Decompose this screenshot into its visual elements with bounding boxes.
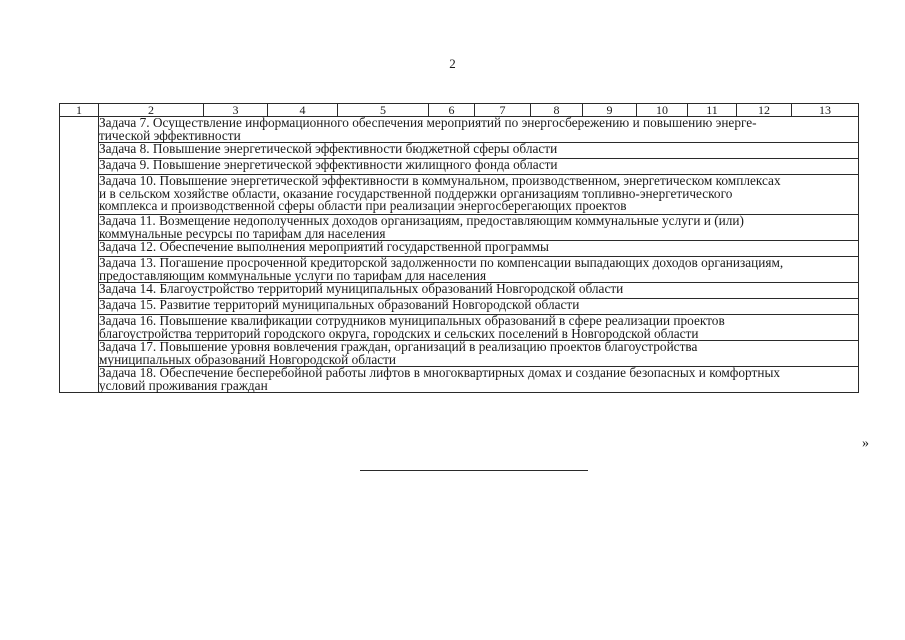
column-header: 2 xyxy=(99,104,204,117)
column-header: 9 xyxy=(583,104,637,117)
task-cell: Задача 8. Повышение энергетической эффективности бюджетной сферы области xyxy=(99,143,859,159)
table-row xyxy=(60,315,859,341)
column-header: 6 xyxy=(429,104,475,117)
task-cell: Задача 7. Осуществление информационного обеспечения мероприятий по энергосбережению и повышению энерге- тической эффективности xyxy=(99,117,859,143)
column-header: 12 xyxy=(737,104,792,117)
table-row xyxy=(60,341,859,367)
table-row xyxy=(60,117,859,143)
table-row xyxy=(60,215,859,241)
task-cell: Задача 12. Обеспечение выполнения мероприятий государственной программы xyxy=(99,241,859,257)
task-cell: Задача 15. Развитие территорий муниципальных образований Новгородской области xyxy=(99,299,859,315)
column-header: 8 xyxy=(531,104,583,117)
task-cell: Задача 9. Повышение энергетической эффективности жилищного фонда области xyxy=(99,159,859,175)
column-header: 10 xyxy=(637,104,688,117)
task-cell: Задача 14. Благоустройство территорий муниципальных образований Новгородской области xyxy=(99,283,859,299)
empty-first-column-cell xyxy=(60,117,99,393)
column-header: 13 xyxy=(792,104,859,117)
table-row xyxy=(60,175,859,215)
closing-quote-mark: » xyxy=(862,436,869,451)
page-number: 2 xyxy=(449,56,456,71)
column-header: 3 xyxy=(204,104,268,117)
task-cell: Задача 16. Повышение квалификации сотрудников муниципальных образований в сфере реализации проектов благоустройства территорий городского округа, городских и сельских поселений в Новгородской области xyxy=(99,315,859,341)
program-tasks-table xyxy=(59,103,859,393)
column-header: 11 xyxy=(688,104,737,117)
task-cell: Задача 17. Повышение уровня вовлечения граждан, организаций в реализацию проектов благоустройства муниципальных образований Новгородской области xyxy=(99,341,859,367)
column-header: 1 xyxy=(60,104,99,117)
task-cell: Задача 10. Повышение энергетической эффективности в коммунальном, производственном, энергетическом комплексах и в сельском хозяйстве области, оказание государственной поддержки организациям топливно-энергетического комплекса и производственной сферы области при реализации энергосберегающих проектов xyxy=(99,175,859,215)
task-cell: Задача 13. Погашение просроченной кредиторской задолженности по компенсации выпадающих доходов организациям, предоставляющим коммунальные услуги по тарифам для населения xyxy=(99,257,859,283)
column-header: 5 xyxy=(338,104,429,117)
task-cell: Задача 18. Обеспечение бесперебойной работы лифтов в многоквартирных домах и создание безопасных и комфортных условий проживания граждан xyxy=(99,367,859,393)
column-header: 4 xyxy=(268,104,338,117)
column-header: 7 xyxy=(475,104,531,117)
task-cell: Задача 11. Возмещение недополученных доходов организациям, предоставляющим коммунальные услуги и (или) коммунальные ресурсы по тарифам для населения xyxy=(99,215,859,241)
table-row xyxy=(60,367,859,393)
table-row xyxy=(60,257,859,283)
end-divider-line xyxy=(360,470,588,471)
